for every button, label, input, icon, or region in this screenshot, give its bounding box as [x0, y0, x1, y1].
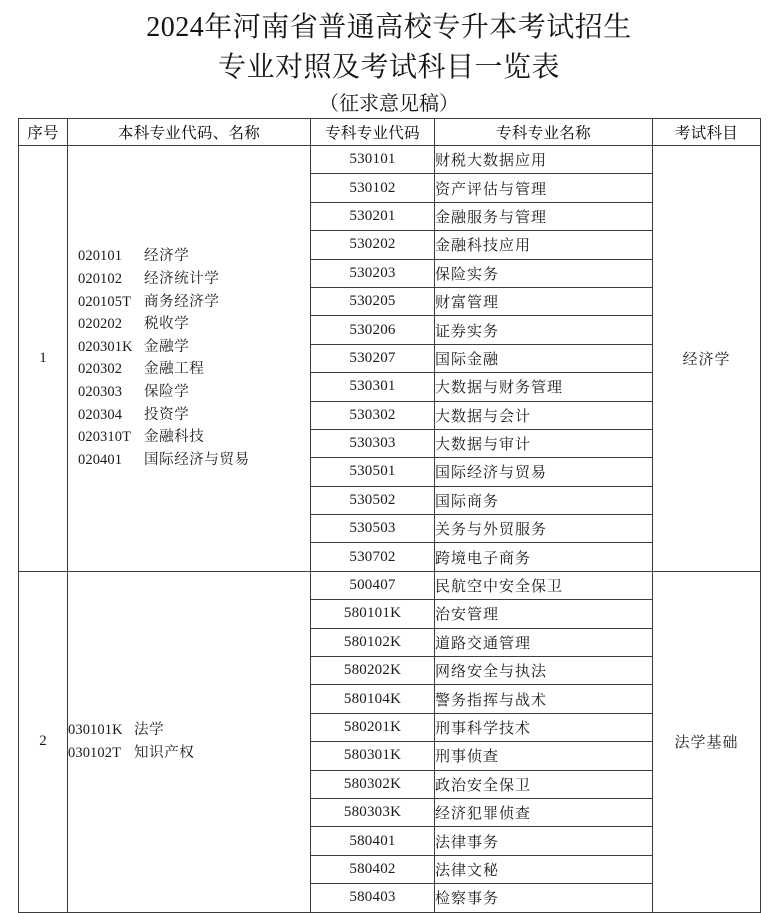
- undergraduate-major-code: 020301K: [78, 338, 133, 355]
- college-major-name-cell: 警务指挥与战术: [435, 685, 653, 713]
- undergraduate-major-item: [78, 449, 310, 472]
- college-major-code-cell: 580401: [311, 827, 435, 855]
- document-subtitle: （征求意见稿）: [319, 93, 459, 115]
- document-title-line-1: 2024年河南省普通高校专升本考试招生: [146, 12, 632, 43]
- undergraduate-major-name: 保险学: [144, 384, 190, 401]
- major-comparison-table: [18, 118, 761, 913]
- college-major-name-cell: 金融科技应用: [435, 231, 653, 259]
- college-major-name-cell: 大数据与会计: [435, 401, 653, 429]
- college-major-code-cell: 530206: [311, 316, 435, 344]
- exam-subject-cell: 经济学: [653, 146, 761, 572]
- college-major-name-cell: 金融服务与管理: [435, 202, 653, 230]
- undergraduate-major-code: 030101K: [68, 722, 123, 739]
- college-major-code-cell: 580303K: [311, 798, 435, 826]
- college-major-code-cell: 530303: [311, 429, 435, 457]
- column-header-college-name: 专科专业名称: [435, 119, 653, 146]
- college-major-code-cell: 580104K: [311, 685, 435, 713]
- college-major-code-cell: 530201: [311, 202, 435, 230]
- undergraduate-major-name: 经济统计学: [144, 271, 220, 288]
- college-major-code-cell: 530101: [311, 146, 435, 174]
- college-major-name-cell: 大数据与审计: [435, 429, 653, 457]
- college-major-code-cell: 530202: [311, 231, 435, 259]
- undergraduate-major-item: [78, 381, 310, 404]
- college-major-name-cell: 跨境电子商务: [435, 543, 653, 571]
- college-major-name-cell: 刑事科学技术: [435, 713, 653, 741]
- undergraduate-major-name: 税收学: [144, 316, 190, 333]
- college-major-name-cell: 大数据与财务管理: [435, 373, 653, 401]
- undergraduate-major-item: [78, 358, 310, 381]
- college-major-name-cell: 网络安全与执法: [435, 657, 653, 685]
- undergraduate-major-item: [78, 336, 310, 359]
- undergraduate-major-name: 投资学: [144, 406, 190, 423]
- college-major-name-cell: 资产评估与管理: [435, 174, 653, 202]
- undergraduate-major-code: 020102: [78, 271, 123, 288]
- college-major-code-cell: 580201K: [311, 713, 435, 741]
- major-comparison-table-wrapper: [18, 118, 760, 913]
- column-header-index: 序号: [19, 119, 68, 146]
- row-index-cell: 2: [19, 571, 68, 912]
- college-major-name-cell: 证券实务: [435, 316, 653, 344]
- undergraduate-major-name: 商务经济学: [144, 293, 220, 310]
- undergraduate-major-code: 030102T: [68, 744, 122, 761]
- undergraduate-major-code: 020202: [78, 316, 123, 333]
- document-title-line-2: 专业对照及考试科目一览表: [217, 52, 560, 83]
- undergraduate-major-item: [78, 404, 310, 427]
- undergraduate-majors-cell: [68, 571, 311, 912]
- column-header-exam-subject: 考试科目: [653, 119, 761, 146]
- undergraduate-major-name: 经济学: [144, 248, 190, 265]
- undergraduate-major-code: 020105T: [78, 293, 132, 310]
- undergraduate-major-item: [78, 313, 310, 336]
- college-major-code-cell: 530301: [311, 373, 435, 401]
- college-major-name-cell: 经济犯罪侦查: [435, 798, 653, 826]
- college-major-code-cell: 530501: [311, 458, 435, 486]
- undergraduate-major-code: 020303: [78, 384, 123, 401]
- college-major-code-cell: 530205: [311, 287, 435, 315]
- undergraduate-majors-cell: [68, 146, 311, 572]
- undergraduate-major-code: 020310T: [78, 429, 132, 446]
- undergraduate-major-name: 金融学: [144, 338, 190, 355]
- undergraduate-major-code: 020304: [78, 406, 123, 423]
- undergraduate-major-name: 知识产权: [134, 744, 195, 761]
- table-row: [19, 146, 761, 174]
- college-major-name-cell: 财税大数据应用: [435, 146, 653, 174]
- table-header: [19, 119, 761, 146]
- undergraduate-major-code: 020101: [78, 248, 123, 265]
- college-major-name-cell: 道路交通管理: [435, 628, 653, 656]
- college-major-code-cell: 530503: [311, 515, 435, 543]
- table-row: [19, 571, 761, 599]
- undergraduate-major-item: [78, 426, 310, 449]
- college-major-code-cell: 530702: [311, 543, 435, 571]
- college-major-code-cell: 580302K: [311, 770, 435, 798]
- college-major-name-cell: 治安管理: [435, 600, 653, 628]
- undergraduate-major-item: [78, 291, 310, 314]
- undergraduate-major-code: 020401: [78, 451, 123, 468]
- college-major-code-cell: 530203: [311, 259, 435, 287]
- college-major-name-cell: 法律文秘: [435, 855, 653, 883]
- undergraduate-major-item: [78, 268, 310, 291]
- college-major-name-cell: 国际金融: [435, 344, 653, 372]
- college-major-code-cell: 530102: [311, 174, 435, 202]
- undergraduate-major-name: 国际经济与贸易: [144, 451, 250, 468]
- college-major-name-cell: 保险实务: [435, 259, 653, 287]
- row-index-cell: 1: [19, 146, 68, 572]
- college-major-code-cell: 580102K: [311, 628, 435, 656]
- college-major-code-cell: 530207: [311, 344, 435, 372]
- table-body: [19, 146, 761, 913]
- college-major-name-cell: 政治安全保卫: [435, 770, 653, 798]
- exam-subject-cell: 法学基础: [653, 571, 761, 912]
- undergraduate-major-name: 金融工程: [144, 361, 205, 378]
- undergraduate-major-item: [68, 742, 310, 765]
- college-major-code-cell: 580101K: [311, 600, 435, 628]
- column-header-undergraduate: 本科专业代码、名称: [68, 119, 311, 146]
- undergraduate-major-list: [78, 245, 310, 471]
- college-major-code-cell: 530302: [311, 401, 435, 429]
- college-major-code-cell: 500407: [311, 571, 435, 599]
- college-major-name-cell: 刑事侦查: [435, 742, 653, 770]
- undergraduate-major-list: [68, 719, 310, 764]
- undergraduate-major-code: 020302: [78, 361, 123, 378]
- college-major-name-cell: 财富管理: [435, 287, 653, 315]
- table-header-row: [19, 119, 761, 146]
- college-major-code-cell: 580301K: [311, 742, 435, 770]
- college-major-code-cell: 580202K: [311, 657, 435, 685]
- college-major-code-cell: 580402: [311, 855, 435, 883]
- undergraduate-major-item: [78, 245, 310, 268]
- college-major-name-cell: 国际经济与贸易: [435, 458, 653, 486]
- college-major-name-cell: 关务与外贸服务: [435, 515, 653, 543]
- undergraduate-major-item: [68, 719, 310, 742]
- college-major-code-cell: 530502: [311, 486, 435, 514]
- college-major-name-cell: 法律事务: [435, 827, 653, 855]
- undergraduate-major-name: 法学: [134, 722, 165, 739]
- college-major-name-cell: 检察事务: [435, 884, 653, 912]
- undergraduate-major-name: 金融科技: [144, 429, 205, 446]
- college-major-code-cell: 580403: [311, 884, 435, 912]
- column-header-college-code: 专科专业代码: [311, 119, 435, 146]
- college-major-name-cell: 国际商务: [435, 486, 653, 514]
- title-block: [0, 0, 778, 119]
- college-major-name-cell: 民航空中安全保卫: [435, 571, 653, 599]
